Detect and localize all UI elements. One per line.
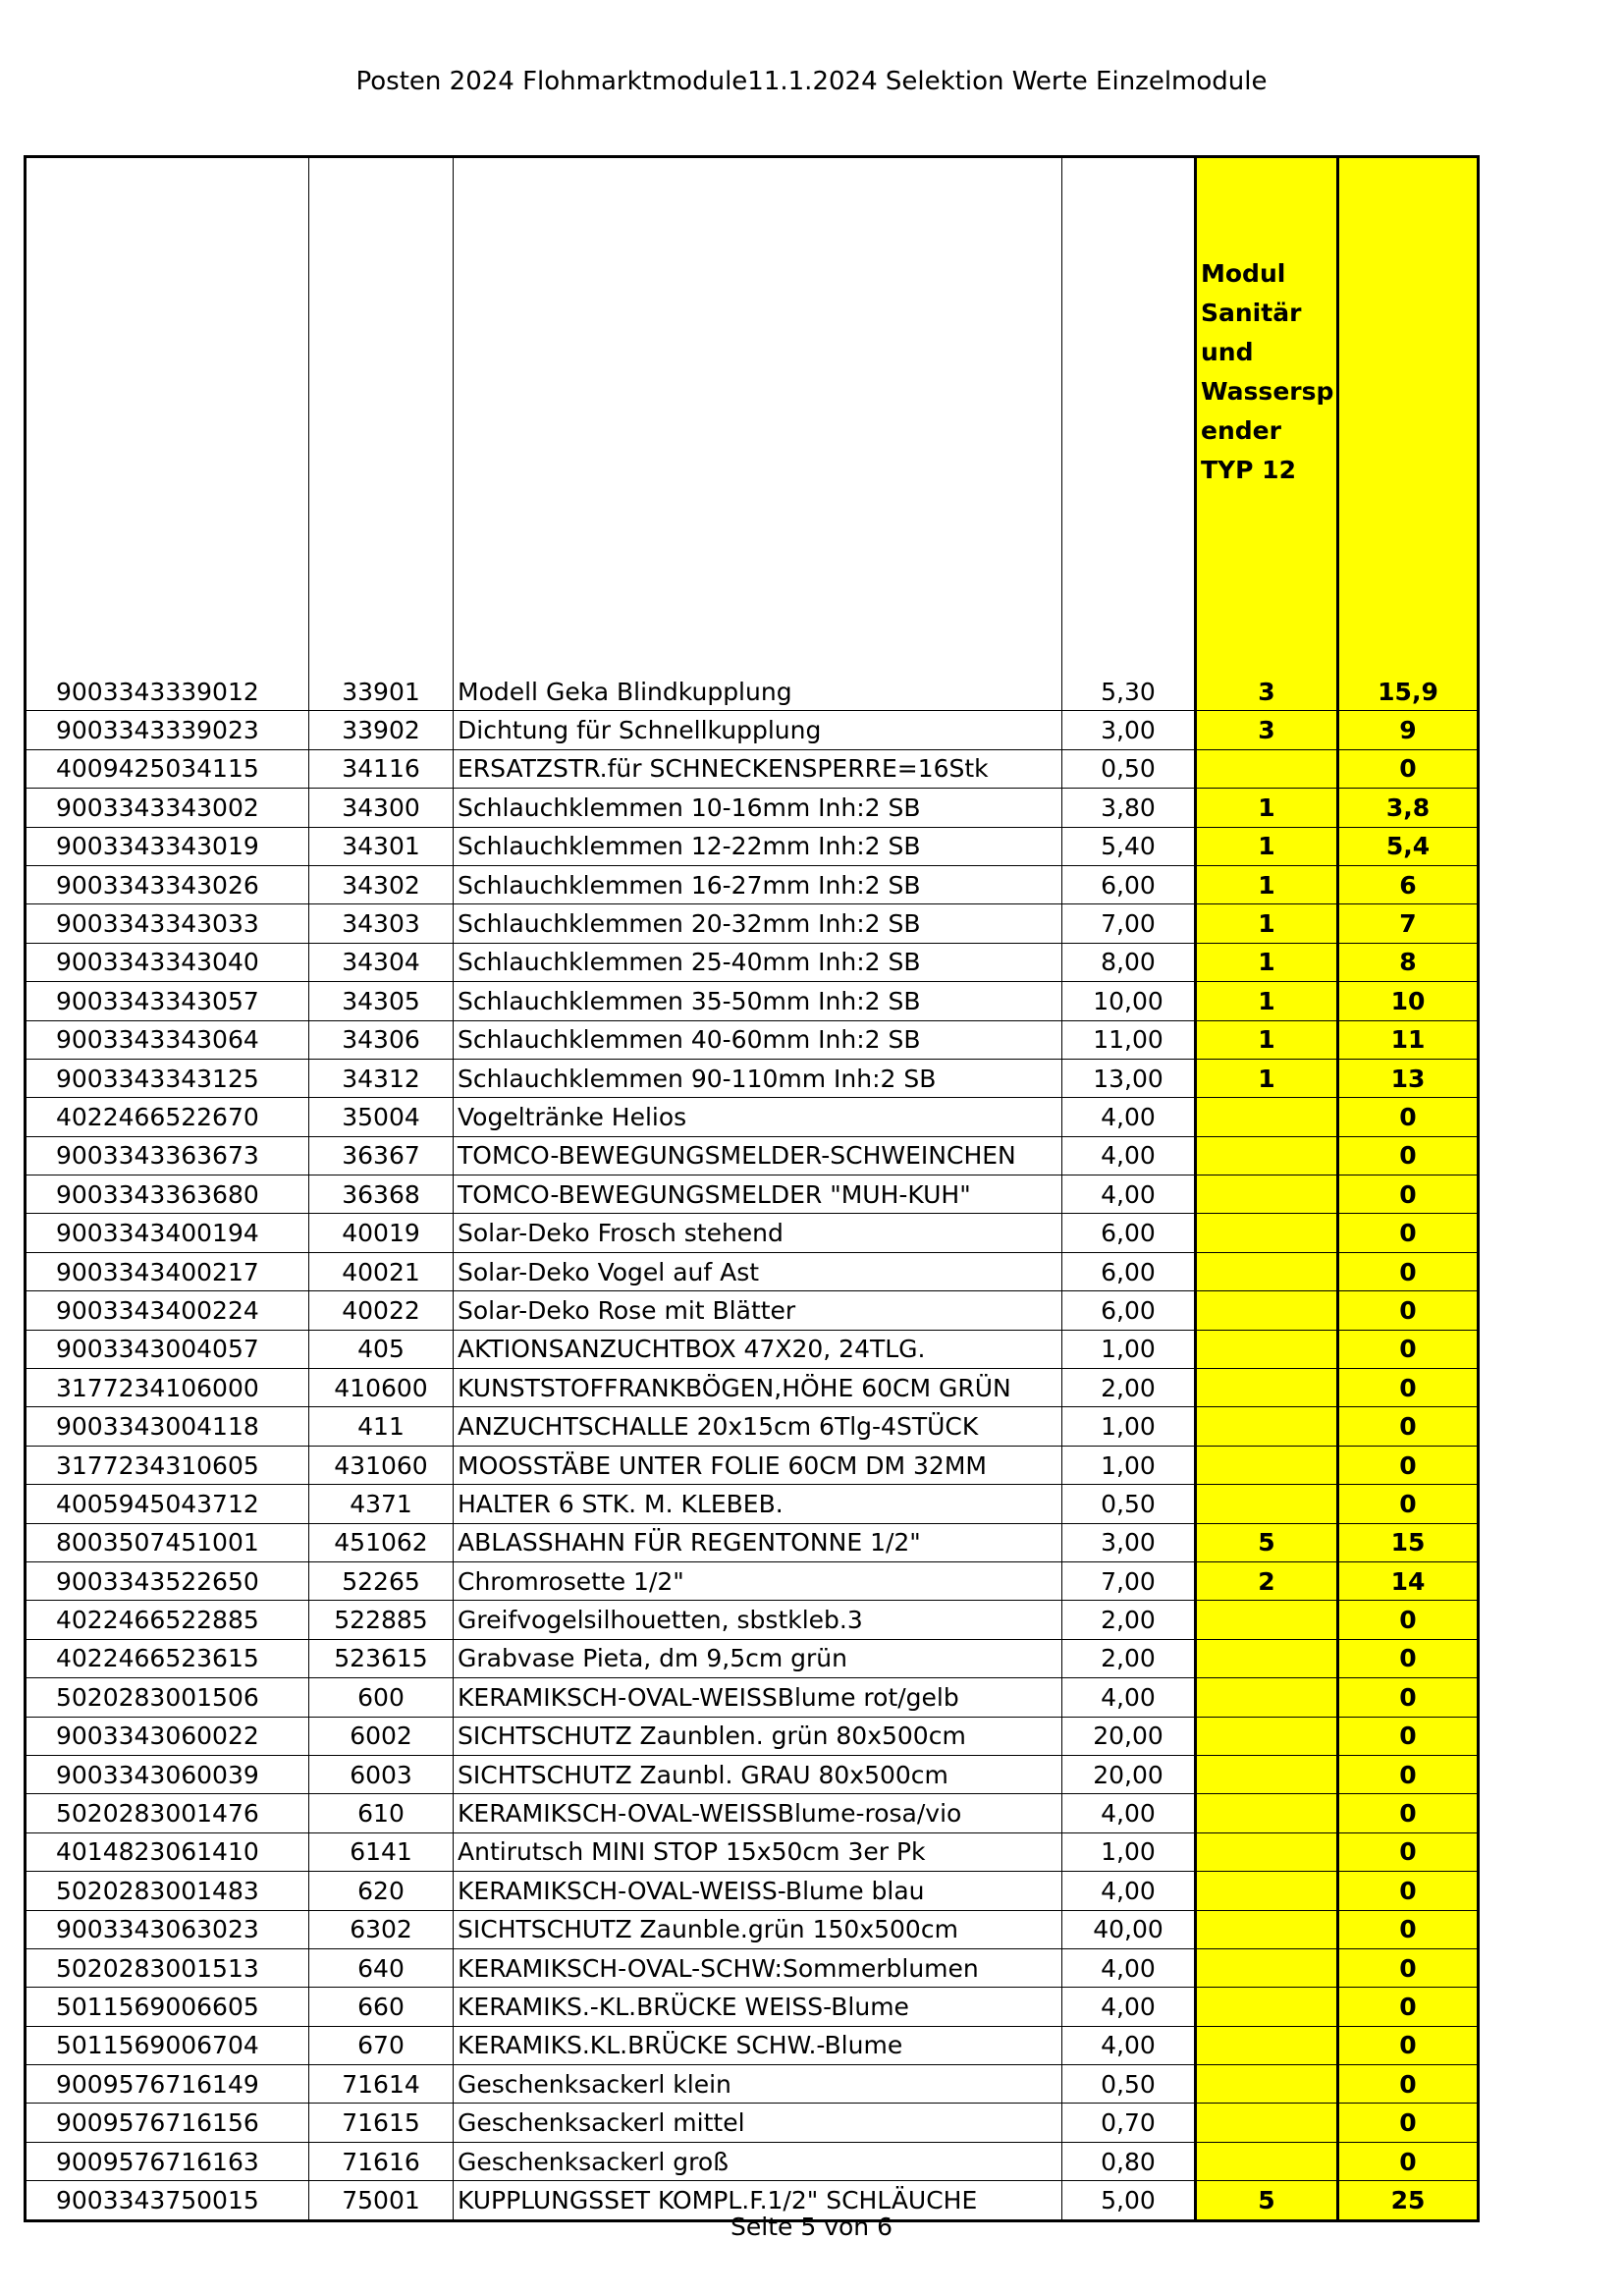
ean-cell: 9003343522650 <box>26 1561 309 1600</box>
description-cell: Geschenksackerl klein <box>454 2065 1062 2104</box>
table-row <box>26 2065 1479 2104</box>
ean-cell: 9003343400194 <box>26 1214 309 1252</box>
quantity-cell: 1 <box>1196 982 1338 1020</box>
ean-cell: 9009576716149 <box>26 2065 309 2104</box>
description-cell: KERAMIKSCH-OVAL-WEISSBlume rot/gelb <box>454 1678 1062 1717</box>
article-number-cell: 610 <box>309 1794 454 1832</box>
description-cell: ANZUCHTSCHALLE 20x15cm 6Tlg-4STÜCK <box>454 1407 1062 1446</box>
total-cell: 0 <box>1338 1678 1479 1717</box>
description-cell: Solar-Deko Vogel auf Ast <box>454 1252 1062 1290</box>
total-cell: 0 <box>1338 1291 1479 1330</box>
price-cell: 5,00 <box>1062 2181 1196 2220</box>
description-cell: HALTER 6 STK. M. KLEBEB. <box>454 1485 1062 1523</box>
quantity-cell: 3 <box>1196 673 1338 711</box>
price-cell: 40,00 <box>1062 1910 1196 1948</box>
description-cell: MOOSSTÄBE UNTER FOLIE 60CM DM 32MM <box>454 1446 1062 1484</box>
price-cell: 4,00 <box>1062 1678 1196 1717</box>
page-footer: Seite 5 von 6 <box>730 2213 893 2241</box>
table-row <box>26 865 1479 903</box>
total-cell: 0 <box>1338 1948 1479 1987</box>
description-cell: Modell Geka Blindkupplung <box>454 673 1062 711</box>
description-cell: SICHTSCHUTZ Zaunble.grün 150x500cm <box>454 1910 1062 1948</box>
quantity-cell <box>1196 1948 1338 1987</box>
article-number-cell: 660 <box>309 1988 454 2026</box>
ean-cell: 9009576716156 <box>26 2104 309 2142</box>
quantity-cell <box>1196 1717 1338 1755</box>
table-row <box>26 1717 1479 1755</box>
ean-cell: 8003507451001 <box>26 1523 309 1561</box>
ean-cell: 4005945043712 <box>26 1485 309 1523</box>
quantity-cell <box>1196 1910 1338 1948</box>
description-cell: ABLASSHAHN FÜR REGENTONNE 1/2" <box>454 1523 1062 1561</box>
article-number-cell: 34301 <box>309 827 454 865</box>
total-cell: 0 <box>1338 1098 1479 1136</box>
ean-cell: 3177234106000 <box>26 1369 309 1407</box>
price-cell: 3,80 <box>1062 789 1196 827</box>
quantity-cell <box>1196 1369 1338 1407</box>
total-cell: 11 <box>1338 1020 1479 1059</box>
description-cell: Solar-Deko Rose mit Blätter <box>454 1291 1062 1330</box>
ean-cell: 5011569006605 <box>26 1988 309 2026</box>
price-cell: 4,00 <box>1062 1988 1196 2026</box>
total-cell: 0 <box>1338 1252 1479 1290</box>
article-number-cell: 6141 <box>309 1832 454 1871</box>
ean-cell: 4022466523615 <box>26 1639 309 1677</box>
total-cell: 0 <box>1338 1988 1479 2026</box>
table-row <box>26 1098 1479 1136</box>
price-cell: 0,80 <box>1062 2142 1196 2180</box>
total-cell: 25 <box>1338 2181 1479 2220</box>
article-number-cell: 600 <box>309 1678 454 1717</box>
article-number-cell: 410600 <box>309 1369 454 1407</box>
quantity-cell <box>1196 1485 1338 1523</box>
quantity-cell: 1 <box>1196 1059 1338 1097</box>
table-row <box>26 827 1479 865</box>
article-number-cell: 34305 <box>309 982 454 1020</box>
quantity-cell <box>1196 1214 1338 1252</box>
ean-cell: 9003343343002 <box>26 789 309 827</box>
price-cell: 0,50 <box>1062 2065 1196 2104</box>
quantity-cell <box>1196 1446 1338 1484</box>
total-cell: 0 <box>1338 1136 1479 1175</box>
module-column-header: Modul Sanitär und Wassersp ender TYP 12 <box>1196 157 1338 674</box>
description-cell: KERAMIKSCH-OVAL-SCHW:Sommerblumen <box>454 1948 1062 1987</box>
price-cell: 1,00 <box>1062 1330 1196 1368</box>
table-header-row <box>26 157 1479 674</box>
header-price-cell <box>1062 157 1196 674</box>
total-cell: 0 <box>1338 2026 1479 2064</box>
price-cell: 20,00 <box>1062 1755 1196 1793</box>
quantity-cell: 5 <box>1196 1523 1338 1561</box>
ean-cell: 5011569006704 <box>26 2026 309 2064</box>
price-cell: 7,00 <box>1062 904 1196 943</box>
article-number-cell: 34304 <box>309 943 454 981</box>
table-row <box>26 1948 1479 1987</box>
quantity-cell: 5 <box>1196 2181 1338 2220</box>
table-row <box>26 1485 1479 1523</box>
ean-cell: 4022466522670 <box>26 1098 309 1136</box>
ean-cell: 5020283001483 <box>26 1872 309 1910</box>
article-number-cell: 523615 <box>309 1639 454 1677</box>
article-number-cell: 40019 <box>309 1214 454 1252</box>
price-cell: 0,50 <box>1062 749 1196 788</box>
total-cell: 15,9 <box>1338 673 1479 711</box>
article-number-cell: 405 <box>309 1330 454 1368</box>
total-cell: 0 <box>1338 1214 1479 1252</box>
description-cell: Geschenksackerl mittel <box>454 2104 1062 2142</box>
ean-cell: 9003343343064 <box>26 1020 309 1059</box>
description-cell: KERAMIKSCH-OVAL-WEISSBlume-rosa/vio <box>454 1794 1062 1832</box>
description-cell: Schlauchklemmen 90-110mm Inh:2 SB <box>454 1059 1062 1097</box>
price-cell: 4,00 <box>1062 1098 1196 1136</box>
table-row <box>26 1330 1479 1368</box>
article-number-cell: 6003 <box>309 1755 454 1793</box>
ean-cell: 9003343343040 <box>26 943 309 981</box>
total-cell: 0 <box>1338 1639 1479 1677</box>
article-number-cell: 6302 <box>309 1910 454 1948</box>
ean-cell: 9003343400217 <box>26 1252 309 1290</box>
ean-cell: 5020283001513 <box>26 1948 309 1987</box>
price-cell: 3,00 <box>1062 711 1196 749</box>
price-cell: 1,00 <box>1062 1446 1196 1484</box>
description-cell: Solar-Deko Frosch stehend <box>454 1214 1062 1252</box>
total-cell: 0 <box>1338 1446 1479 1484</box>
total-cell: 0 <box>1338 2142 1479 2180</box>
quantity-cell <box>1196 2142 1338 2180</box>
ean-cell: 9003343343019 <box>26 827 309 865</box>
ean-cell: 9003343363680 <box>26 1175 309 1214</box>
table-row <box>26 904 1479 943</box>
quantity-cell <box>1196 1330 1338 1368</box>
description-cell: Dichtung für Schnellkupplung <box>454 711 1062 749</box>
total-cell: 7 <box>1338 904 1479 943</box>
description-cell: Schlauchklemmen 16-27mm Inh:2 SB <box>454 865 1062 903</box>
price-cell: 3,00 <box>1062 1523 1196 1561</box>
quantity-cell <box>1196 749 1338 788</box>
description-cell: Schlauchklemmen 12-22mm Inh:2 SB <box>454 827 1062 865</box>
price-cell: 6,00 <box>1062 1252 1196 1290</box>
quantity-cell: 2 <box>1196 1561 1338 1600</box>
price-cell: 4,00 <box>1062 1175 1196 1214</box>
article-number-cell: 35004 <box>309 1098 454 1136</box>
total-cell: 3,8 <box>1338 789 1479 827</box>
table-row <box>26 1910 1479 1948</box>
price-cell: 2,00 <box>1062 1369 1196 1407</box>
quantity-cell <box>1196 1291 1338 1330</box>
article-number-cell: 6002 <box>309 1717 454 1755</box>
quantity-cell: 1 <box>1196 943 1338 981</box>
total-cell: 0 <box>1338 1910 1479 1948</box>
price-cell: 20,00 <box>1062 1717 1196 1755</box>
price-cell: 11,00 <box>1062 1020 1196 1059</box>
article-number-cell: 40021 <box>309 1252 454 1290</box>
quantity-cell <box>1196 1175 1338 1214</box>
description-cell: Schlauchklemmen 40-60mm Inh:2 SB <box>454 1020 1062 1059</box>
description-cell: AKTIONSANZUCHTBOX 47X20, 24TLG. <box>454 1330 1062 1368</box>
ean-cell: 9003343060022 <box>26 1717 309 1755</box>
quantity-cell <box>1196 1601 1338 1639</box>
ean-cell: 9003343063023 <box>26 1910 309 1948</box>
quantity-cell <box>1196 2026 1338 2064</box>
price-cell: 6,00 <box>1062 865 1196 903</box>
quantity-cell: 1 <box>1196 1020 1338 1059</box>
header-description-cell <box>454 157 1062 674</box>
table-row <box>26 2142 1479 2180</box>
description-cell: KUNSTSTOFFRANKBÖGEN,HÖHE 60CM GRÜN <box>454 1369 1062 1407</box>
article-number-cell: 34116 <box>309 749 454 788</box>
total-cell: 14 <box>1338 1561 1479 1600</box>
article-number-cell: 34300 <box>309 789 454 827</box>
description-cell: KERAMIKSCH-OVAL-WEISS-Blume blau <box>454 1872 1062 1910</box>
table-row <box>26 1639 1479 1677</box>
total-cell: 0 <box>1338 1175 1479 1214</box>
description-cell: Greifvogelsilhouetten, sbstkleb.3 <box>454 1601 1062 1639</box>
description-cell: KERAMIKS.KL.BRÜCKE SCHW.-Blume <box>454 2026 1062 2064</box>
ean-cell: 5020283001476 <box>26 1794 309 1832</box>
total-cell: 15 <box>1338 1523 1479 1561</box>
article-number-cell: 670 <box>309 2026 454 2064</box>
table-row <box>26 1872 1479 1910</box>
article-number-cell: 71614 <box>309 2065 454 2104</box>
article-number-cell: 640 <box>309 1948 454 1987</box>
table-row <box>26 673 1479 711</box>
table-row <box>26 1252 1479 1290</box>
total-cell: 10 <box>1338 982 1479 1020</box>
ean-cell: 9003343400224 <box>26 1291 309 1330</box>
table-row <box>26 1832 1479 1871</box>
price-cell: 5,40 <box>1062 827 1196 865</box>
quantity-cell: 1 <box>1196 827 1338 865</box>
description-cell: Geschenksackerl groß <box>454 2142 1062 2180</box>
description-cell: TOMCO-BEWEGUNGSMELDER "MUH-KUH" <box>454 1175 1062 1214</box>
table-row <box>26 1561 1479 1600</box>
article-number-cell: 75001 <box>309 2181 454 2220</box>
header-ean-cell <box>26 157 309 674</box>
description-cell: KUPPLUNGSSET KOMPL.F.1/2" SCHLÄUCHE <box>454 2181 1062 2220</box>
description-cell: Antirutsch MINI STOP 15x50cm 3er Pk <box>454 1832 1062 1871</box>
price-cell: 0,50 <box>1062 1485 1196 1523</box>
total-cell: 0 <box>1338 1485 1479 1523</box>
total-cell: 0 <box>1338 1330 1479 1368</box>
ean-cell: 9003343343057 <box>26 982 309 1020</box>
article-number-cell: 34312 <box>309 1059 454 1097</box>
total-cell: 13 <box>1338 1059 1479 1097</box>
price-cell: 1,00 <box>1062 1832 1196 1871</box>
article-number-cell: 71616 <box>309 2142 454 2180</box>
total-cell: 0 <box>1338 1794 1479 1832</box>
table-row <box>26 749 1479 788</box>
description-cell: ERSATZSTR.für SCHNECKENSPERRE=16Stk <box>454 749 1062 788</box>
table-row <box>26 1214 1479 1252</box>
article-number-cell: 40022 <box>309 1291 454 1330</box>
ean-cell: 9003343363673 <box>26 1136 309 1175</box>
quantity-cell <box>1196 1639 1338 1677</box>
total-cell: 0 <box>1338 749 1479 788</box>
table-row <box>26 943 1479 981</box>
module-table <box>24 155 1480 2222</box>
ean-cell: 3177234310605 <box>26 1446 309 1484</box>
article-number-cell: 431060 <box>309 1446 454 1484</box>
article-number-cell: 33901 <box>309 673 454 711</box>
article-number-cell: 411 <box>309 1407 454 1446</box>
description-cell: KERAMIKS.-KL.BRÜCKE WEISS-Blume <box>454 1988 1062 2026</box>
total-cell: 0 <box>1338 2065 1479 2104</box>
article-number-cell: 4371 <box>309 1485 454 1523</box>
description-cell: Schlauchklemmen 10-16mm Inh:2 SB <box>454 789 1062 827</box>
price-cell: 1,00 <box>1062 1407 1196 1446</box>
ean-cell: 9003343004118 <box>26 1407 309 1446</box>
quantity-cell <box>1196 1832 1338 1871</box>
ean-cell: 9003343004057 <box>26 1330 309 1368</box>
quantity-cell <box>1196 1098 1338 1136</box>
article-number-cell: 33902 <box>309 711 454 749</box>
ean-cell: 9003343060039 <box>26 1755 309 1793</box>
quantity-cell: 1 <box>1196 904 1338 943</box>
article-number-cell: 71615 <box>309 2104 454 2142</box>
price-cell: 6,00 <box>1062 1214 1196 1252</box>
table-row <box>26 2104 1479 2142</box>
price-cell: 4,00 <box>1062 1136 1196 1175</box>
table-row <box>26 2026 1479 2064</box>
quantity-cell <box>1196 1678 1338 1717</box>
ean-cell: 4014823061410 <box>26 1832 309 1871</box>
quantity-cell <box>1196 1988 1338 2026</box>
table-row <box>26 1446 1479 1484</box>
quantity-cell <box>1196 2104 1338 2142</box>
price-cell: 5,30 <box>1062 673 1196 711</box>
description-cell: Chromrosette 1/2" <box>454 1561 1062 1600</box>
header-total-cell <box>1338 157 1479 674</box>
ean-cell: 4022466522885 <box>26 1601 309 1639</box>
description-cell: SICHTSCHUTZ Zaunblen. grün 80x500cm <box>454 1717 1062 1755</box>
table-row <box>26 1988 1479 2026</box>
article-number-cell: 36367 <box>309 1136 454 1175</box>
ean-cell: 9003343339012 <box>26 673 309 711</box>
ean-cell: 9003343343033 <box>26 904 309 943</box>
page-title: Posten 2024 Flohmarktmodule11.1.2024 Selektion Werte Einzelmodule <box>355 67 1268 96</box>
total-cell: 8 <box>1338 943 1479 981</box>
quantity-cell: 1 <box>1196 865 1338 903</box>
quantity-cell <box>1196 1136 1338 1175</box>
article-number-cell: 34303 <box>309 904 454 943</box>
article-number-cell: 36368 <box>309 1175 454 1214</box>
total-cell: 0 <box>1338 1601 1479 1639</box>
table-row <box>26 711 1479 749</box>
article-number-cell: 34302 <box>309 865 454 903</box>
table-row <box>26 1407 1479 1446</box>
price-cell: 4,00 <box>1062 1872 1196 1910</box>
quantity-cell: 1 <box>1196 789 1338 827</box>
ean-cell: 9003343339023 <box>26 711 309 749</box>
ean-cell: 4009425034115 <box>26 749 309 788</box>
description-cell: Schlauchklemmen 35-50mm Inh:2 SB <box>454 982 1062 1020</box>
article-number-cell: 620 <box>309 1872 454 1910</box>
ean-cell: 5020283001506 <box>26 1678 309 1717</box>
quantity-cell <box>1196 1252 1338 1290</box>
article-number-cell: 522885 <box>309 1601 454 1639</box>
ean-cell: 9003343343026 <box>26 865 309 903</box>
description-cell: Vogeltränke Helios <box>454 1098 1062 1136</box>
table-row <box>26 1059 1479 1097</box>
total-cell: 0 <box>1338 2104 1479 2142</box>
price-cell: 2,00 <box>1062 1639 1196 1677</box>
total-cell: 0 <box>1338 1872 1479 1910</box>
quantity-cell <box>1196 1755 1338 1793</box>
article-number-cell: 34306 <box>309 1020 454 1059</box>
price-cell: 6,00 <box>1062 1291 1196 1330</box>
quantity-cell: 3 <box>1196 711 1338 749</box>
table-row <box>26 1523 1479 1561</box>
total-cell: 5,4 <box>1338 827 1479 865</box>
total-cell: 0 <box>1338 1755 1479 1793</box>
table-row <box>26 982 1479 1020</box>
quantity-cell <box>1196 2065 1338 2104</box>
description-cell: Schlauchklemmen 20-32mm Inh:2 SB <box>454 904 1062 943</box>
quantity-cell <box>1196 1407 1338 1446</box>
ean-cell: 9003343343125 <box>26 1059 309 1097</box>
table-row <box>26 789 1479 827</box>
total-cell: 9 <box>1338 711 1479 749</box>
table-row <box>26 1020 1479 1059</box>
price-cell: 4,00 <box>1062 1948 1196 1987</box>
total-cell: 0 <box>1338 1832 1479 1871</box>
quantity-cell <box>1196 1872 1338 1910</box>
quantity-cell <box>1196 1794 1338 1832</box>
table-row <box>26 1291 1479 1330</box>
table-row <box>26 1794 1479 1832</box>
table-row <box>26 1755 1479 1793</box>
total-cell: 0 <box>1338 1717 1479 1755</box>
table-row <box>26 1175 1479 1214</box>
price-cell: 8,00 <box>1062 943 1196 981</box>
total-cell: 0 <box>1338 1407 1479 1446</box>
article-number-cell: 451062 <box>309 1523 454 1561</box>
ean-cell: 9003343750015 <box>26 2181 309 2220</box>
header-article-cell <box>309 157 454 674</box>
table-row <box>26 1678 1479 1717</box>
article-number-cell: 52265 <box>309 1561 454 1600</box>
total-cell: 6 <box>1338 865 1479 903</box>
total-cell: 0 <box>1338 1369 1479 1407</box>
price-cell: 2,00 <box>1062 1601 1196 1639</box>
description-cell: Grabvase Pieta, dm 9,5cm grün <box>454 1639 1062 1677</box>
ean-cell: 9009576716163 <box>26 2142 309 2180</box>
table-row <box>26 1369 1479 1407</box>
price-cell: 10,00 <box>1062 982 1196 1020</box>
description-cell: SICHTSCHUTZ Zaunbl. GRAU 80x500cm <box>454 1755 1062 1793</box>
table-row <box>26 1601 1479 1639</box>
price-cell: 4,00 <box>1062 2026 1196 2064</box>
price-cell: 4,00 <box>1062 1794 1196 1832</box>
price-cell: 13,00 <box>1062 1059 1196 1097</box>
description-cell: Schlauchklemmen 25-40mm Inh:2 SB <box>454 943 1062 981</box>
table-row <box>26 1136 1479 1175</box>
price-cell: 0,70 <box>1062 2104 1196 2142</box>
price-cell: 7,00 <box>1062 1561 1196 1600</box>
description-cell: TOMCO-BEWEGUNGSMELDER-SCHWEINCHEN <box>454 1136 1062 1175</box>
